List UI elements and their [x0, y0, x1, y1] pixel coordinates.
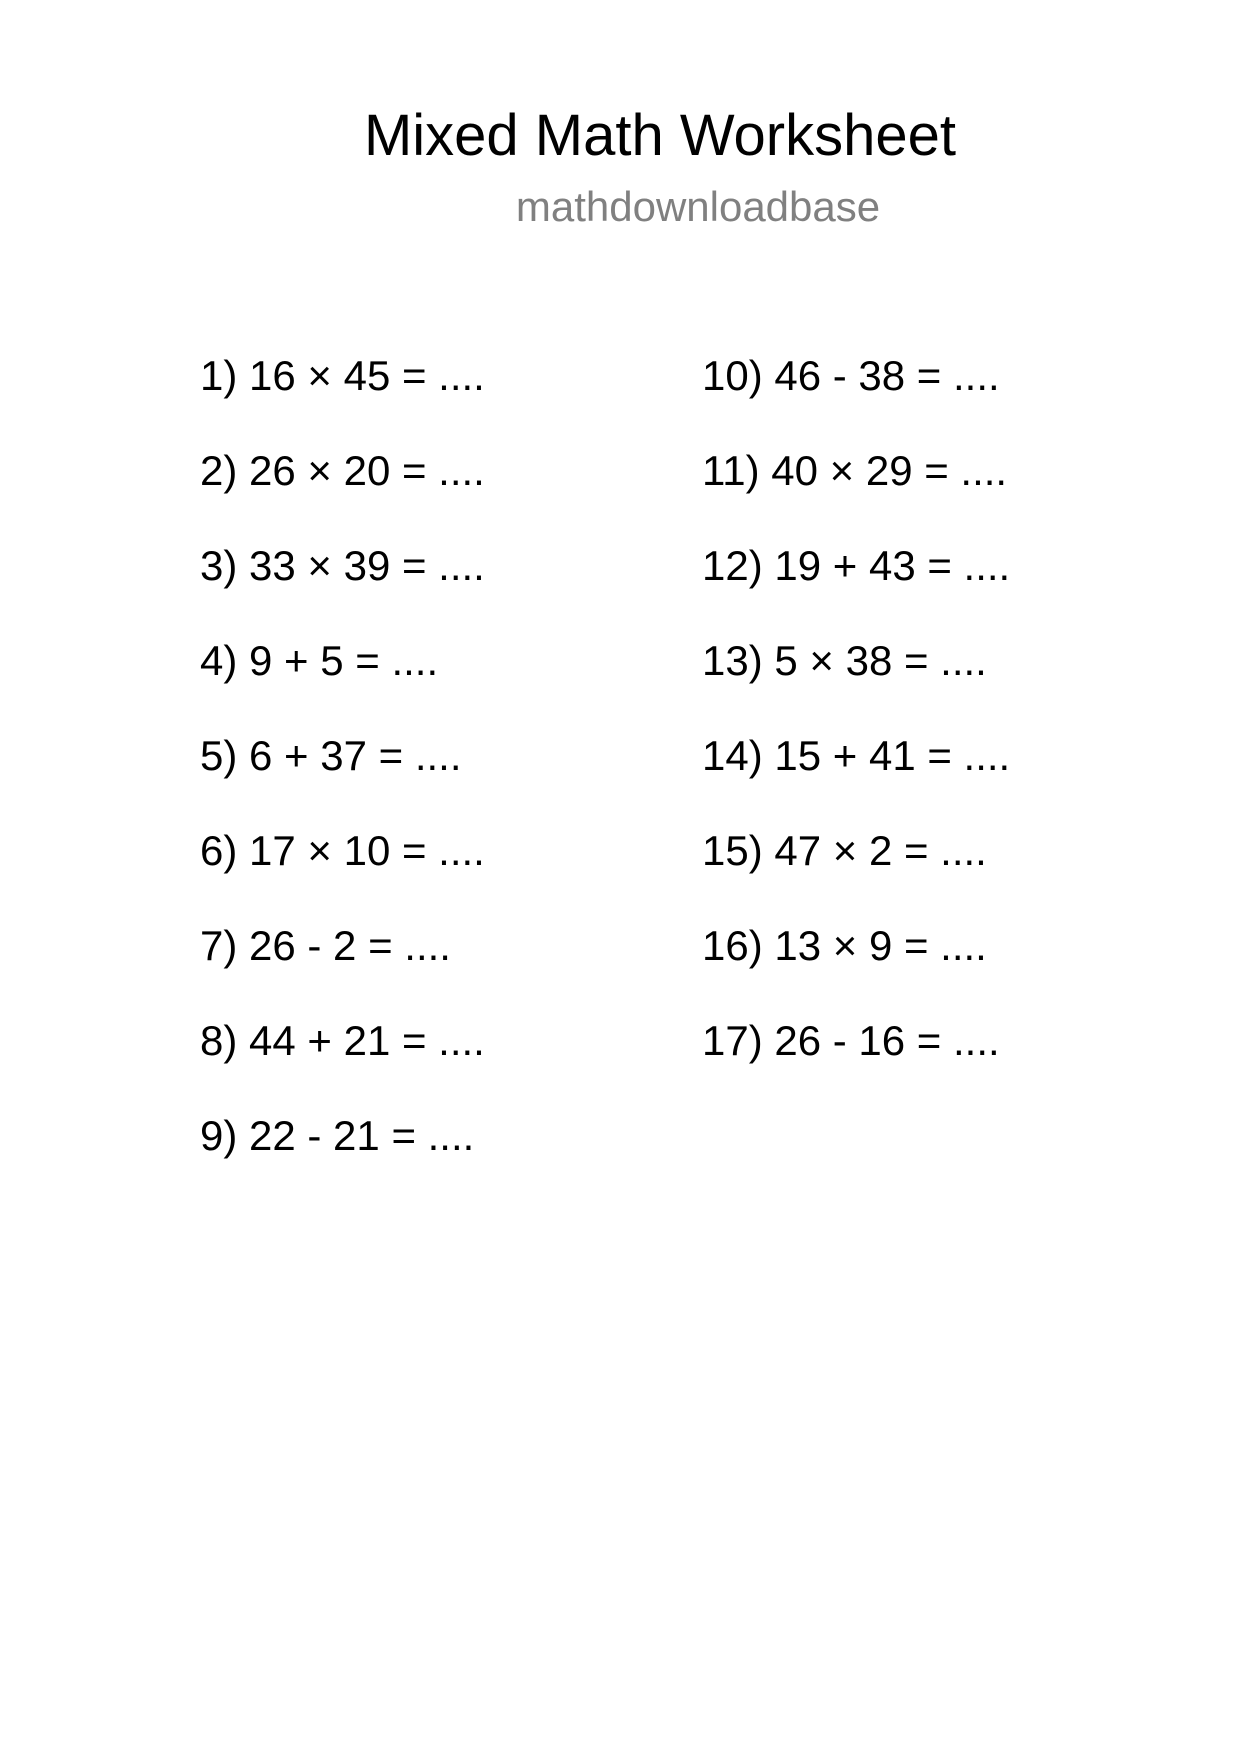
problem-column-left — [200, 346, 485, 1201]
problem-4: 4) 9 + 5 = .... — [200, 637, 439, 684]
problem-3: 3) 33 × 39 = .... — [200, 542, 485, 589]
problem-15: 15) 47 × 2 = .... — [702, 827, 987, 874]
page-title: Mixed Math Worksheet — [363, 103, 957, 168]
problem-column-right — [702, 346, 1010, 1106]
problem-14: 14) 15 + 41 = .... — [702, 732, 1011, 779]
problem-2: 2) 26 × 20 = .... — [200, 447, 485, 494]
problem-6: 6) 17 × 10 = .... — [200, 827, 485, 874]
problem-10: 10) 46 - 38 = .... — [702, 352, 1000, 399]
problem-11: 11) 40 × 29 = .... — [702, 447, 1008, 494]
problem-9: 9) 22 - 21 = .... — [200, 1112, 475, 1159]
problem-16: 16) 13 × 9 = .... — [702, 922, 987, 969]
problem-1: 1) 16 × 45 = .... — [200, 352, 485, 399]
problem-17: 17) 26 - 16 = .... — [702, 1017, 1000, 1064]
problem-13: 13) 5 × 38 = .... — [702, 637, 987, 684]
problem-8: 8) 44 + 21 = .... — [200, 1017, 485, 1064]
problem-7: 7) 26 - 2 = .... — [200, 922, 451, 969]
problem-5: 5) 6 + 37 = .... — [200, 732, 462, 779]
page-subtitle: mathdownloadbase — [515, 183, 881, 230]
problem-12: 12) 19 + 43 = .... — [702, 542, 1011, 589]
